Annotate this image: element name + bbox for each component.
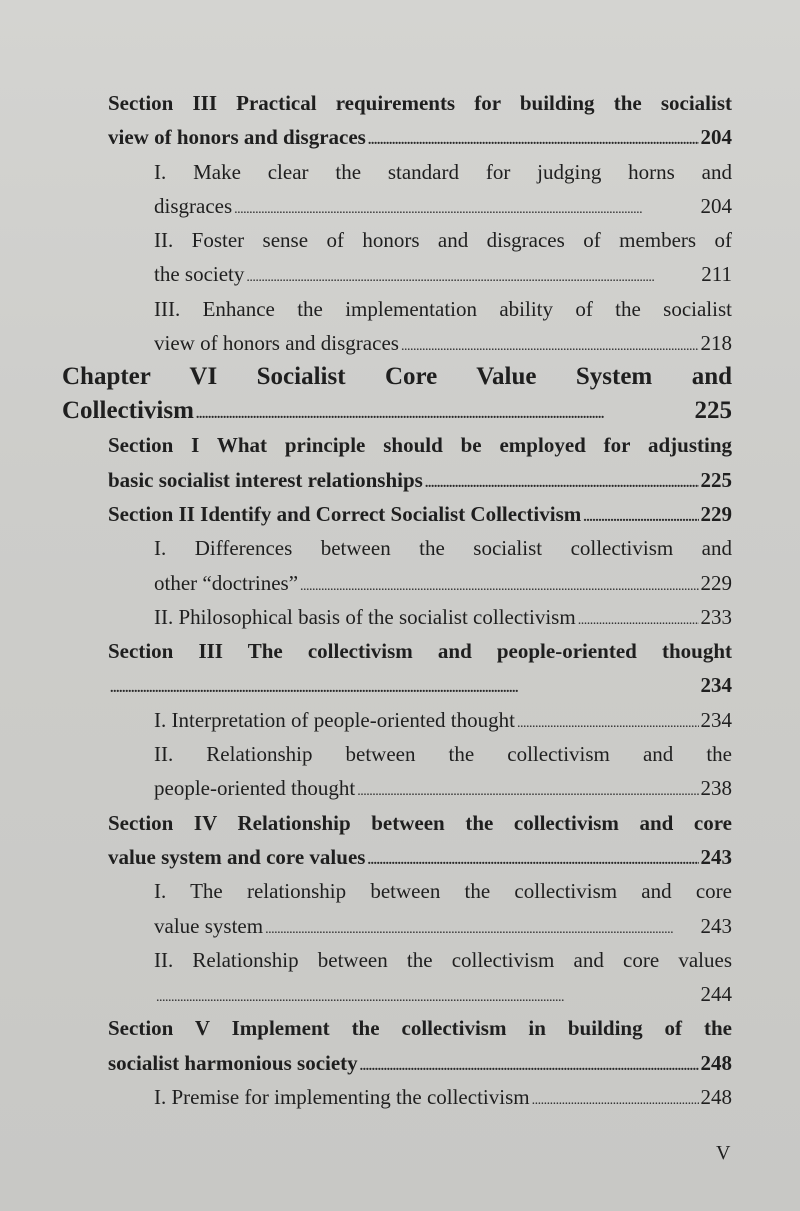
toc-page-number: 243	[700, 844, 732, 869]
toc-page-number: 233	[700, 604, 732, 629]
toc-entry-title: other “doctrines”	[154, 570, 299, 595]
toc-entry-title: Section II Identify and Correct Socialist Collectivism	[108, 501, 582, 526]
toc-entry-title: value system and core values	[108, 844, 366, 869]
dot-leader	[517, 703, 699, 741]
toc-entry-sub[interactable]	[0, 703, 800, 737]
toc-entry-title: disgraces	[154, 193, 233, 218]
toc-page-number: 243	[700, 913, 732, 938]
toc-entry-section[interactable]	[0, 86, 800, 155]
toc-page-number: 204	[700, 193, 732, 218]
dot-leader	[532, 1080, 699, 1118]
dot-leader	[578, 600, 699, 638]
toc-entry-section[interactable]	[0, 428, 800, 497]
toc-page-number: 225	[700, 467, 732, 492]
toc-entry-title: II. Philosophical basis of the socialist collectivism	[154, 604, 576, 629]
toc-entry-sub[interactable]	[0, 1080, 800, 1114]
toc-entry-title: II. Relationship between the collectivism and core values	[154, 947, 732, 972]
toc-entry-title: Section III Practical requirements for building the socialist	[108, 91, 732, 115]
dot-leader	[196, 394, 693, 432]
toc-page-number: 244	[700, 982, 732, 1007]
toc-entry-sub[interactable]	[0, 737, 800, 806]
dot-leader	[367, 840, 698, 878]
toc-entry-section[interactable]	[0, 497, 800, 531]
toc-entry-sub[interactable]	[0, 155, 800, 224]
toc-page-number: 211	[701, 262, 732, 287]
toc-entry-sub[interactable]	[0, 531, 800, 600]
toc-page-number: 248	[700, 1085, 732, 1110]
toc-entry-sub[interactable]	[0, 874, 800, 943]
toc-entry-title: people-oriented thought	[154, 776, 356, 801]
toc-page-number: 225	[694, 397, 732, 425]
toc-page-number: 204	[700, 125, 732, 150]
dot-leader	[300, 566, 698, 604]
toc-entry-title: socialist harmonious society	[108, 1050, 358, 1075]
toc-entry-title: I. Differences between the socialist collectivism and	[154, 536, 732, 561]
toc-page-number: 229	[700, 501, 732, 526]
dot-leader	[583, 497, 698, 535]
toc-page-number: 234	[700, 707, 732, 732]
toc-entry-title: I. Make clear the standard for judging horns and	[154, 159, 732, 184]
toc-entry-title: the society	[154, 262, 245, 287]
toc-entry-title: I. Premise for implementing the collectivism	[154, 1085, 530, 1110]
toc-entry-title: basic socialist interest relationships	[108, 467, 423, 492]
toc-page-number: 229	[700, 570, 732, 595]
toc-entry-title: view of honors and disgraces	[154, 331, 399, 356]
toc-entry-sub[interactable]	[0, 292, 800, 361]
toc-entry-title: Section I What principle should be employed for adjusting	[108, 433, 732, 458]
toc-entry-sub[interactable]	[0, 223, 800, 292]
dot-leader	[368, 120, 699, 158]
toc-entry-title: III. Enhance the implementation ability of the socialist	[154, 296, 732, 321]
dot-leader	[360, 1046, 699, 1084]
toc-entry-title: I. The relationship between the collectivism and core	[154, 879, 732, 904]
dot-leader	[234, 189, 698, 227]
toc-entry-section[interactable]	[0, 634, 800, 703]
dot-leader	[265, 909, 698, 947]
toc-entry-chapter[interactable]	[0, 360, 800, 428]
dot-leader	[401, 326, 699, 364]
dot-leader	[425, 463, 699, 501]
dot-leader	[156, 977, 699, 1015]
toc-page-number: 234	[700, 673, 732, 698]
toc-entry-title: Section V Implement the collectivism in building of the	[108, 1016, 732, 1041]
dot-leader	[246, 257, 699, 295]
toc-entry-section[interactable]	[0, 806, 800, 875]
toc-entry-title: I. Interpretation of people-oriented thought	[154, 707, 515, 732]
dot-leader	[357, 771, 698, 809]
toc-entry-sub[interactable]	[0, 600, 800, 634]
toc-entry-title: Section III The collectivism and people-oriented thought	[108, 639, 732, 664]
toc-entry-title: view of honors and disgraces	[108, 125, 366, 150]
toc-page-number: 248	[700, 1050, 732, 1075]
page-number: V	[716, 1142, 731, 1164]
toc-entry-title: Section IV Relationship between the collectivism and core	[108, 810, 732, 835]
toc-entry-section[interactable]	[0, 1011, 800, 1080]
toc-entry-title: Collectivism	[62, 397, 194, 425]
toc-entry-title: value system	[154, 913, 264, 938]
table-of-contents	[0, 86, 800, 1114]
toc-page-number: 238	[700, 776, 732, 801]
toc-page-number: 218	[700, 331, 732, 356]
dot-leader	[110, 668, 699, 706]
toc-entry-title: Chapter VI Socialist Core Value System and	[62, 363, 732, 391]
toc-entry-sub[interactable]	[0, 943, 800, 1012]
toc-entry-title: II. Relationship between the collectivism and the	[154, 742, 732, 767]
toc-entry-title: II. Foster sense of honors and disgraces of members of	[154, 228, 732, 253]
